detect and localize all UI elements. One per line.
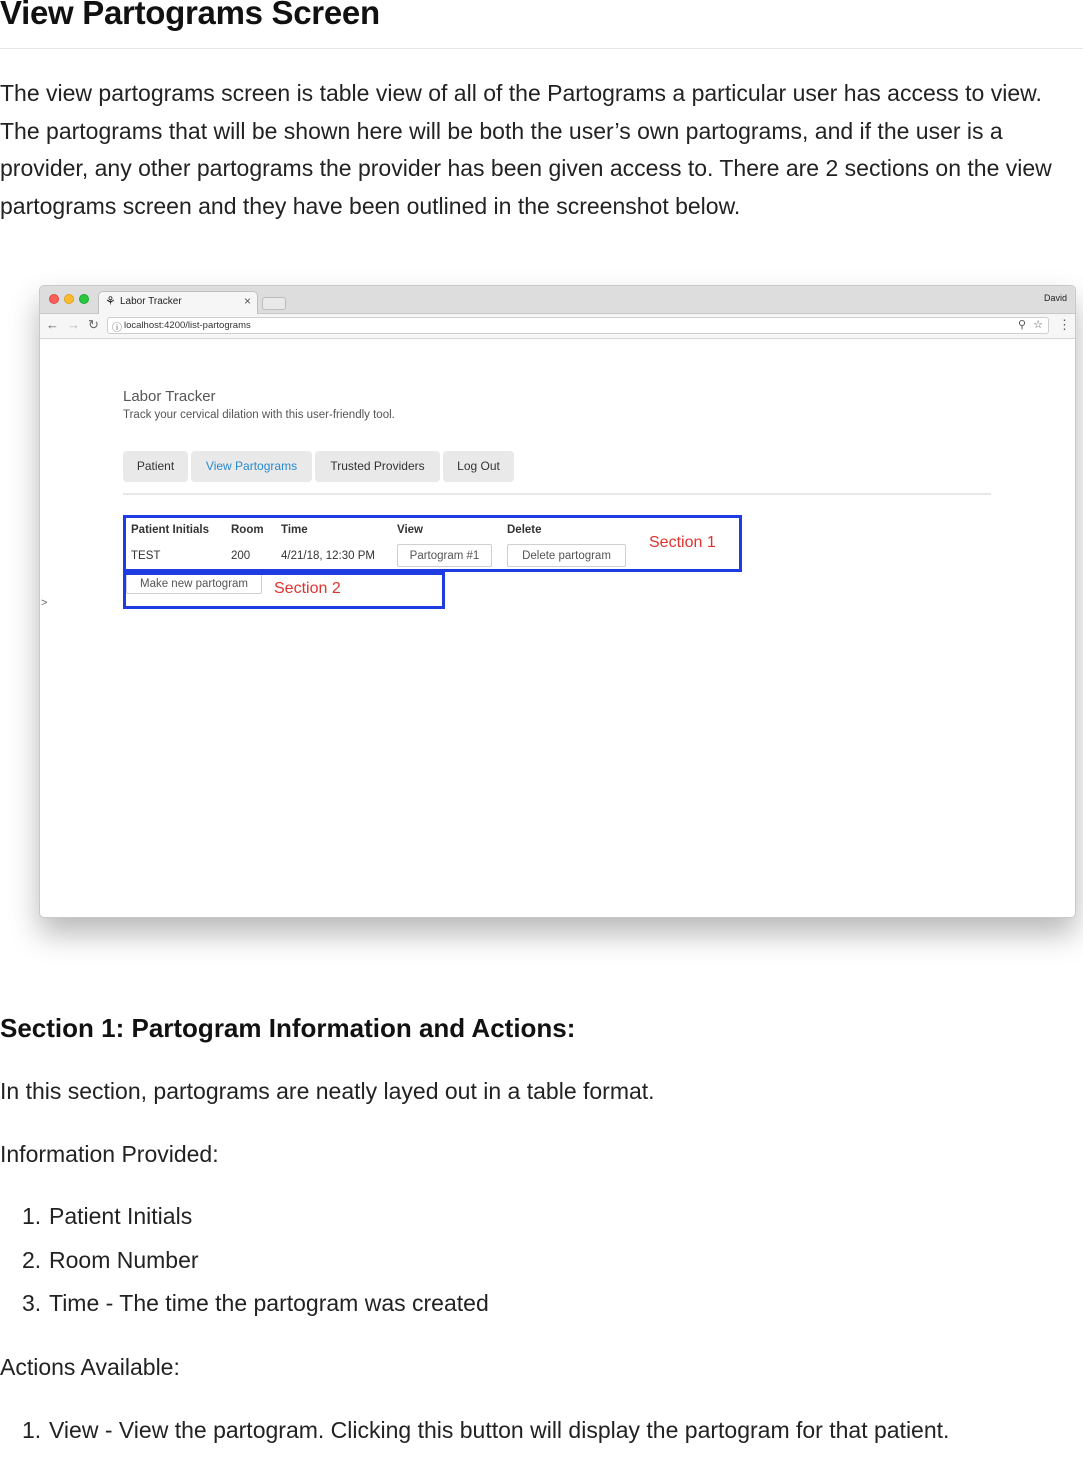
section-1-label: Section 1	[649, 534, 716, 551]
profile-name[interactable]: David	[1043, 293, 1067, 303]
list-item-text: Time - The time the partogram was created	[49, 1290, 489, 1316]
list-item-text: Patient Initials	[49, 1203, 193, 1229]
stray-character: >	[41, 597, 48, 609]
embedded-screenshot	[39, 285, 1076, 918]
nav-divider	[123, 493, 991, 495]
nav-patient-button[interactable]: Patient	[123, 451, 188, 482]
close-window-button[interactable]	[49, 294, 59, 304]
back-icon[interactable]: ←	[46, 317, 59, 332]
tab-close-icon[interactable]: ×	[243, 294, 251, 308]
information-heading: Information Provided:	[0, 1141, 219, 1167]
app-title: Labor Tracker	[123, 388, 216, 405]
list-item-number: 1.	[22, 1417, 42, 1443]
new-tab-button[interactable]	[262, 297, 286, 310]
nav-trusted-providers-button[interactable]: Trusted Providers	[315, 451, 440, 482]
delete-partogram-button[interactable]: Delete partogram	[507, 544, 626, 567]
forward-icon[interactable]: →	[67, 317, 80, 332]
view-partogram-button[interactable]: Partogram #1	[397, 544, 492, 567]
list-item-number: 3.	[22, 1290, 42, 1316]
cell-room: 200	[231, 550, 251, 562]
title-divider	[0, 48, 1083, 49]
address-bar[interactable]	[107, 317, 1049, 334]
zoom-icon[interactable]: ⚲	[1017, 319, 1026, 331]
list-item-text: Room Number	[49, 1247, 199, 1273]
browser-titlebar	[40, 286, 1075, 314]
app-page	[40, 339, 1075, 917]
nav-view-partograms-button[interactable]: View Partograms	[191, 451, 312, 482]
browser-menu-icon[interactable]: ⋮	[1058, 317, 1071, 332]
page-title: View Partograms Screen	[0, 0, 380, 31]
app-subtitle: Track your cervical dilation with this user-friendly tool.	[123, 409, 395, 421]
section-1-heading: Section 1: Partogram Information and Actions:	[0, 1013, 576, 1043]
browser-tab[interactable]	[98, 291, 258, 314]
browser-toolbar	[40, 314, 1075, 339]
list-item-number: 2.	[22, 1247, 42, 1273]
column-header-view: View	[397, 524, 423, 536]
actions-heading: Actions Available:	[0, 1354, 180, 1380]
column-header-delete: Delete	[507, 524, 542, 536]
section-1-text: In this section, partograms are neatly layed out in a table format.	[0, 1078, 655, 1104]
cell-time: 4/21/18, 12:30 PM	[281, 550, 375, 562]
list-item-number: 1.	[22, 1203, 42, 1229]
cell-initials: TEST	[131, 550, 161, 562]
make-new-partogram-button[interactable]: Make new partogram	[126, 573, 262, 594]
column-header-room: Room	[231, 524, 264, 536]
intro-paragraph: The view partograms screen is table view of all of the Partograms a particular user has access to view. The partograms that will be shown here will be both the user’s own partograms, and if the user is a provider, any other partograms the provider has been given access to. There are 2 sections on the view partograms screen and they have been outlined in the screenshot below.	[0, 80, 1052, 220]
info-icon[interactable]: ⓘ	[112, 323, 122, 334]
section-2-label: Section 2	[274, 580, 341, 597]
reload-icon[interactable]: ↻	[88, 317, 99, 332]
minimize-window-button[interactable]	[64, 294, 74, 304]
column-header-initials: Patient Initials	[131, 524, 209, 536]
nav-logout-button[interactable]: Log Out	[443, 451, 514, 482]
list-item-text: View - View the partogram. Clicking this button will display the partogram for that patient.	[49, 1417, 950, 1443]
favicon-icon: ⚘	[105, 294, 116, 308]
maximize-window-button[interactable]	[79, 294, 89, 304]
url-text[interactable]: localhost:4200/list-partograms	[124, 320, 251, 331]
bookmark-star-icon[interactable]: ☆	[1033, 319, 1043, 331]
tab-title: Labor Tracker	[120, 296, 182, 307]
column-header-time: Time	[281, 524, 308, 536]
